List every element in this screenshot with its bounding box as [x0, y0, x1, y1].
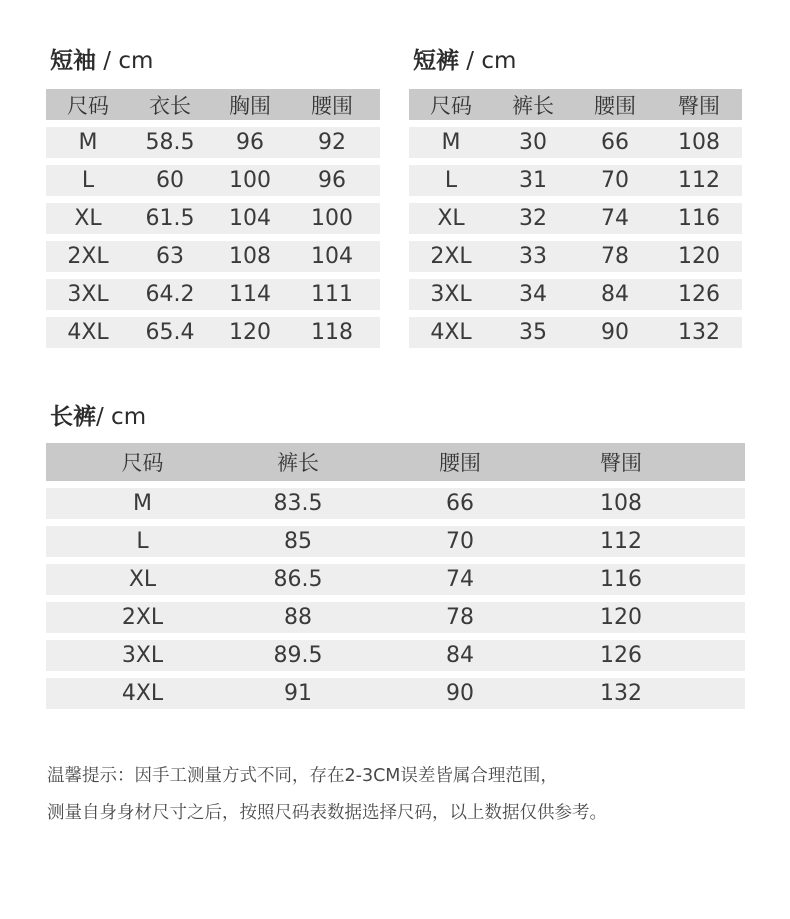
table-cell: 108 — [600, 491, 642, 516]
table-cell: 78 — [601, 244, 629, 269]
table-cell: 116 — [600, 567, 642, 592]
table-cell: 92 — [318, 130, 346, 155]
column-header: 臀围 — [678, 93, 720, 118]
column-header: 裤长 — [512, 93, 554, 118]
table-cell: 65.4 — [145, 320, 195, 345]
table-cell: 132 — [678, 320, 720, 345]
tip-line-1: 温馨提示：因手工测量方式不同，存在2-3CM误差皆属合理范围， — [47, 766, 558, 786]
table-cell: 4XL — [430, 320, 472, 345]
table-cell: 104 — [311, 244, 353, 269]
table-row — [46, 241, 380, 272]
table-cell: 111 — [311, 282, 353, 307]
table-row — [46, 678, 745, 709]
table-row — [409, 203, 742, 234]
table-row — [409, 279, 742, 310]
table-cell: 58.5 — [145, 130, 195, 155]
table-cell: 30 — [519, 130, 547, 155]
table-cell: 90 — [446, 681, 474, 706]
table-cell: 96 — [318, 168, 346, 193]
trousers-table — [46, 443, 745, 716]
table-cell: 90 — [601, 320, 629, 345]
table-row — [46, 165, 380, 196]
column-header: 尺码 — [430, 93, 472, 118]
table-row — [46, 488, 745, 519]
table-row — [46, 279, 380, 310]
table-row — [46, 317, 380, 348]
table-cell: 32 — [519, 206, 547, 231]
table-cell: L — [136, 529, 149, 554]
trousers-title-text: 长裤 — [50, 404, 96, 430]
table-cell: 112 — [678, 168, 720, 193]
table-cell: 2XL — [67, 244, 109, 269]
short-sleeve-unit: / cm — [96, 48, 154, 74]
table-cell: 96 — [236, 130, 264, 155]
column-header: 臀围 — [600, 451, 642, 475]
column-header: 尺码 — [67, 93, 109, 118]
table-cell: 2XL — [121, 605, 164, 630]
table-row — [46, 564, 745, 595]
table-cell: 78 — [446, 605, 474, 630]
table-cell: 100 — [229, 168, 271, 193]
column-header: 胸围 — [229, 93, 271, 118]
table-cell: 3XL — [67, 282, 109, 307]
shorts-title-text: 短裤 — [413, 48, 459, 74]
table-cell: 108 — [678, 130, 720, 155]
table-row — [46, 127, 380, 158]
table-cell: 86.5 — [273, 567, 323, 592]
table-cell: 35 — [519, 320, 547, 345]
table-cell: 34 — [519, 282, 547, 307]
table-cell: 83.5 — [273, 491, 323, 516]
table-cell: 64.2 — [145, 282, 195, 307]
table-cell: 85 — [284, 529, 312, 554]
table-cell: 100 — [311, 206, 353, 231]
table-cell: 118 — [311, 320, 353, 345]
table-cell: M — [133, 491, 152, 516]
table-cell: 33 — [519, 244, 547, 269]
table-cell: 3XL — [121, 643, 164, 668]
column-header: 衣长 — [149, 93, 191, 118]
table-row — [409, 127, 742, 158]
table-row — [46, 526, 745, 557]
trousers-title — [50, 402, 146, 432]
table-row — [46, 640, 745, 671]
table-cell: 116 — [678, 206, 720, 231]
table-cell: 74 — [601, 206, 629, 231]
table-cell: 4XL — [67, 320, 109, 345]
table-cell: M — [441, 130, 461, 155]
table-cell: XL — [437, 206, 465, 231]
table-cell: 88 — [284, 605, 312, 630]
table-row — [409, 165, 742, 196]
table-cell: 84 — [601, 282, 629, 307]
table-row — [409, 241, 742, 272]
table-header-row — [46, 89, 380, 120]
trousers-unit: / cm — [96, 404, 147, 430]
tip-line-2: 测量自身身材尺寸之后，按照尺码表数据选择尺码，以上数据仅供参考。 — [47, 803, 607, 823]
table-cell: 66 — [601, 130, 629, 155]
table-cell: 114 — [229, 282, 271, 307]
table-cell: 70 — [446, 529, 474, 554]
table-header-row — [409, 89, 742, 120]
table-cell: 108 — [229, 244, 271, 269]
table-cell: 91 — [284, 681, 312, 706]
table-cell: XL — [74, 206, 102, 231]
shorts-unit: / cm — [459, 48, 517, 74]
table-cell: 120 — [600, 605, 642, 630]
column-header: 尺码 — [121, 451, 164, 475]
shorts-title — [413, 46, 516, 76]
table-cell: 60 — [156, 168, 184, 193]
table-cell: 126 — [678, 282, 720, 307]
table-cell: 84 — [446, 643, 474, 668]
table-cell: 120 — [678, 244, 720, 269]
short-sleeve-title — [50, 46, 153, 76]
table-cell: 104 — [229, 206, 271, 231]
table-cell: 66 — [446, 491, 474, 516]
table-cell: L — [81, 168, 95, 193]
table-cell: 2XL — [430, 244, 472, 269]
table-cell: XL — [128, 567, 157, 592]
table-cell: 132 — [600, 681, 642, 706]
table-cell: 4XL — [121, 681, 164, 706]
table-cell: M — [78, 130, 98, 155]
column-header: 裤长 — [277, 451, 319, 475]
table-cell: 63 — [156, 244, 184, 269]
short-sleeve-title-text: 短袖 — [50, 48, 96, 74]
column-header: 腰围 — [311, 93, 353, 118]
table-row — [46, 602, 745, 633]
table-cell: 120 — [229, 320, 271, 345]
table-cell: 89.5 — [273, 643, 323, 668]
table-cell: 74 — [446, 567, 474, 592]
table-cell: 126 — [600, 643, 642, 668]
table-cell: L — [444, 168, 458, 193]
shorts-table — [409, 89, 742, 355]
table-cell: 31 — [519, 168, 547, 193]
table-cell: 70 — [601, 168, 629, 193]
table-cell: 61.5 — [145, 206, 195, 231]
column-header: 腰围 — [594, 93, 636, 118]
table-cell: 3XL — [430, 282, 472, 307]
table-row — [409, 317, 742, 348]
table-row — [46, 203, 380, 234]
column-header: 腰围 — [439, 451, 481, 475]
table-cell: 112 — [600, 529, 642, 554]
short-sleeve-table — [46, 89, 380, 355]
table-header-row — [46, 443, 745, 481]
